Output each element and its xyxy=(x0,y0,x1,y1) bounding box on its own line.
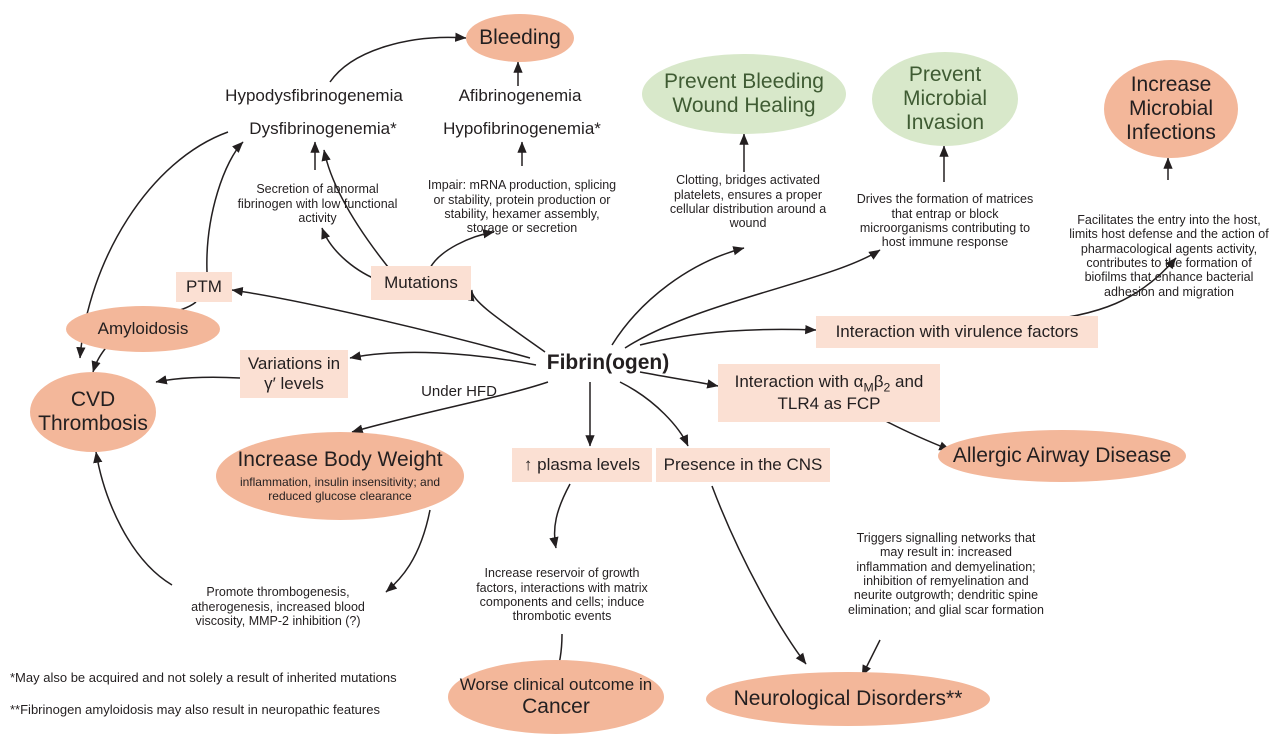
note-impair-label: Impair: mRNA production, splicing or stability, protein production or stability, hexamer assembly, storage or secretion xyxy=(427,178,617,236)
node-prevent-microbial-invasion xyxy=(872,52,1018,146)
note-secretion-label: Secretion of abnormal fibrinogen with low functional activity xyxy=(237,182,398,226)
node-cancer-line1: Worse clinical outcome in xyxy=(459,675,653,695)
tlr4-text-sub2: 2 xyxy=(883,380,891,395)
node-hypodysfibrinogenemia-label: Hypodysfibrinogenemia xyxy=(225,86,403,106)
node-presence-cns xyxy=(656,448,830,482)
note-reservoir-label: Increase reservoir of growth factors, interactions with matrix components and cells; induce thrombotic events xyxy=(476,566,648,624)
note-secretion-abnormal-fibrinogen xyxy=(235,174,400,234)
node-increase-microbial-infections xyxy=(1104,60,1238,158)
node-prevent-microbial-label: Prevent Microbial Invasion xyxy=(902,62,988,135)
node-presence-cns-label: Presence in the CNS xyxy=(663,455,823,475)
footnote-one-text: *May also be acquired and not solely a result of inherited mutations xyxy=(10,670,397,685)
node-variations-label: Variations in γ′ levels xyxy=(247,354,341,393)
node-prevent-bleeding-wound-healing xyxy=(642,54,846,134)
footnote-two xyxy=(10,700,430,720)
node-bleeding-label: Bleeding xyxy=(479,25,561,49)
node-hypofibrinogenemia xyxy=(432,117,612,141)
node-dysfibrinogenemia xyxy=(228,117,418,141)
tlr4-text-pre: Interaction with α xyxy=(734,372,864,391)
node-mutations-label: Mutations xyxy=(384,273,458,293)
node-prevent-bleeding-label: Prevent Bleeding Wound Healing xyxy=(664,69,824,117)
edge-label-under-hfd-text: Under HFD xyxy=(421,383,497,401)
note-triggers-signalling xyxy=(848,514,1044,634)
node-cvd-thrombosis xyxy=(30,372,156,452)
node-mutations xyxy=(371,266,471,300)
node-ptm xyxy=(176,272,232,302)
note-impair-production xyxy=(424,168,620,246)
node-increase-body-weight xyxy=(216,432,464,520)
node-amyloidosis xyxy=(66,306,220,352)
node-ptm-label: PTM xyxy=(186,277,222,297)
note-promote-label: Promote thrombogenesis, atherogenesis, increased blood viscosity, MMP-2 inhibition (?) xyxy=(191,585,365,629)
node-variations-gamma-levels xyxy=(240,350,348,398)
node-interaction-virulence-factors xyxy=(816,316,1098,348)
node-hypodysfibrinogenemia xyxy=(214,84,414,108)
note-clotting-label: Clotting, bridges activated platelets, ensures a proper cellular distribution around a wound xyxy=(669,173,827,231)
note-facilitates-entry xyxy=(1064,200,1274,312)
note-reservoir-growth-factors xyxy=(466,556,658,634)
note-triggers-label: Triggers signalling networks that may result in: increased inflammation and demyelination; inhibition of remyelination and neurite outgrowth; dendritic spine elimination; and glial scar formation xyxy=(848,530,1044,617)
tlr4-text-mid: β xyxy=(873,372,884,391)
node-interaction-tlr4-fcp xyxy=(718,364,940,422)
node-afibrinogenemia xyxy=(440,84,600,108)
node-cancer-line2: Cancer xyxy=(522,694,590,718)
node-virulence-label: Interaction with virulence factors xyxy=(835,322,1079,342)
note-drives-matrices xyxy=(852,182,1038,260)
node-plasma-levels xyxy=(512,448,652,482)
node-increase-body-weight-title: Increase Body Weight xyxy=(237,448,443,472)
node-dysfibrinogenemia-label: Dysfibrinogenemia* xyxy=(249,119,397,139)
node-amyloidosis-label: Amyloidosis xyxy=(97,319,189,339)
node-increase-microbial-label: Increase Microbial Infections xyxy=(1126,72,1216,145)
tlr4-text-sub1: M xyxy=(863,380,874,395)
node-neurological-disorders xyxy=(706,672,990,726)
tlr4-text-post: and TLR4 as FCP xyxy=(777,372,924,414)
node-allergic-label: Allergic Airway Disease xyxy=(952,443,1172,467)
node-fibrinogen-label: Fibrin(ogen) xyxy=(546,350,670,374)
edge-label-under-hfd xyxy=(410,382,508,402)
node-bleeding xyxy=(466,14,574,62)
node-neurological-label: Neurological Disorders** xyxy=(733,686,963,710)
node-hypofibrinogenemia-label: Hypofibrinogenemia* xyxy=(443,119,601,139)
footnote-two-text: **Fibrinogen amyloidosis may also result in neuropathic features xyxy=(10,702,380,717)
note-clotting-bridges xyxy=(658,172,838,232)
node-cancer-outcome xyxy=(448,660,664,734)
node-allergic-airway-disease xyxy=(938,430,1186,482)
note-promote-thrombogenesis xyxy=(172,576,384,638)
node-cvd-label: CVD Thrombosis xyxy=(38,387,148,435)
node-fibrinogen xyxy=(528,348,688,378)
node-afibrinogenemia-label: Afibrinogenemia xyxy=(458,86,582,106)
footnote-one xyxy=(10,668,430,688)
node-plasma-levels-label: ↑ plasma levels xyxy=(523,455,641,475)
note-facilitates-label: Facilitates the entry into the host, limits host defense and the action of pharmacological agents activity, contributes to the formation of biofilms that enhance bacterial adhesion and migration xyxy=(1069,212,1269,299)
note-drives-label: Drives the formation of matrices that entrap or block microorganisms contributing to host immune response xyxy=(856,192,1034,250)
node-increase-body-weight-sub: inflammation, insulin insensitivity; and reduced glucose clearance xyxy=(239,475,441,504)
node-interaction-tlr4-label xyxy=(726,372,932,414)
